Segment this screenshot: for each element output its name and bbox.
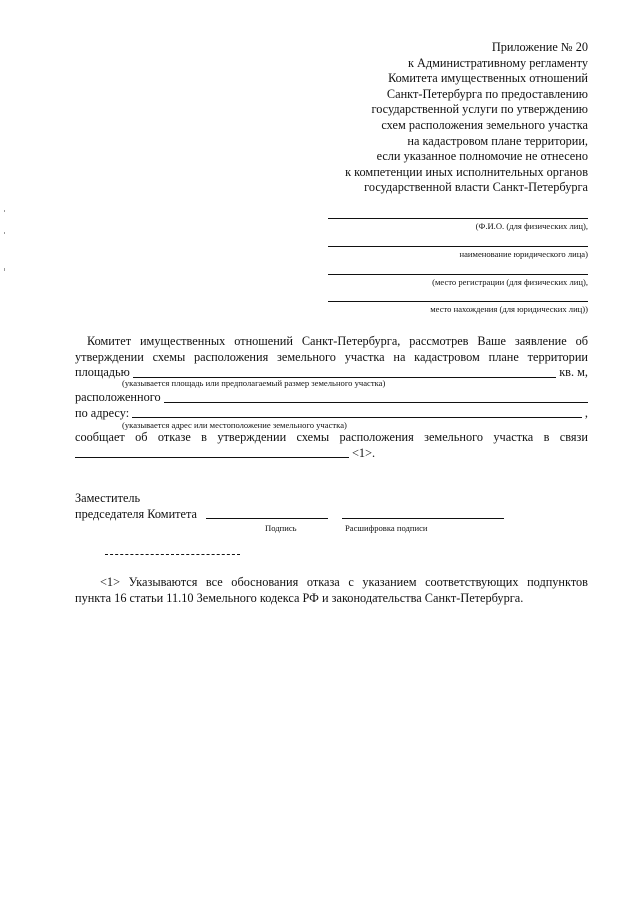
header-line: государственной власти Санкт-Петербурга xyxy=(364,180,588,195)
header-line: Санкт-Петербурга по предоставлению xyxy=(386,86,588,101)
area-unit: кв. м, xyxy=(559,365,588,380)
addressee-registration-field xyxy=(328,274,588,287)
signature-line xyxy=(206,518,328,519)
addressee-org-field xyxy=(328,246,588,259)
addressee-name-caption: (Ф.И.О. (для физических лиц), xyxy=(475,221,588,231)
signer-title xyxy=(75,491,197,522)
header-line: государственной услуги по утверждению xyxy=(371,102,588,117)
signer-title-line: председателя Комитета xyxy=(75,506,197,521)
signature-caption: Подпись xyxy=(265,523,297,533)
refusal-line: сообщает об отказе в утверждении схемы расположения земельного участка в связи xyxy=(75,430,588,444)
refusal-footnote-ref: <1>. xyxy=(352,445,376,460)
signature-decoding-line xyxy=(342,518,504,519)
footnote-line: пункта 16 статьи 11.10 Земельного кодекса РФ и законодательства Санкт-Петербурга. xyxy=(75,590,524,605)
location-block xyxy=(75,390,588,421)
refusal-block xyxy=(75,430,588,461)
located-row xyxy=(75,390,588,406)
address-row xyxy=(75,406,588,422)
addressee-location-field xyxy=(328,301,588,314)
addressee-registration-caption: (место регистрации (для физических лиц), xyxy=(432,277,588,287)
addressee-location-caption: место нахождения (для юридических лиц)) xyxy=(430,304,588,314)
header-line: к Административному регламенту xyxy=(407,55,588,70)
footnote xyxy=(75,575,588,606)
header-line: Приложение № 20 xyxy=(491,40,588,54)
refusal-reason-row xyxy=(75,446,588,462)
scan-mark xyxy=(4,210,5,212)
header-line: на кадастровом плане территории, xyxy=(407,133,588,148)
header-line: если указанное полномочие не отнесено xyxy=(376,149,588,164)
header-line: Комитета имущественных отношений xyxy=(388,71,588,86)
address-end: , xyxy=(584,405,588,420)
intro-line: утверждении схемы расположения земельного участка на кадастровом плане территории xyxy=(75,349,588,364)
scan-mark xyxy=(4,268,5,271)
area-label: площадью xyxy=(75,365,130,380)
located-fill-line xyxy=(164,402,588,403)
header-line: к компетенции иных исполнительных органов xyxy=(345,164,588,179)
address-label: по адресу: xyxy=(75,405,130,420)
refusal-fill-line xyxy=(75,457,349,458)
footnote-separator xyxy=(105,554,240,555)
footnote-line: <1> Указываются все обоснования отказа с указанием соответствующих подпунктов xyxy=(100,575,588,589)
located-label: расположенного xyxy=(75,390,161,404)
address-fill-line xyxy=(132,417,582,418)
appendix-header xyxy=(300,40,588,196)
addressee-org-caption: наименование юридического лица) xyxy=(459,249,588,259)
area-caption: (указывается площадь или предполагаемый размер земельного участка) xyxy=(122,378,386,388)
letter-body xyxy=(75,334,588,381)
header-line: схем расположения земельного участка xyxy=(381,117,588,132)
intro-line: Комитет имущественных отношений Санкт-Петербурга, рассмотрев Ваше заявление об xyxy=(87,334,588,348)
signer-title-line: Заместитель xyxy=(75,491,141,505)
addressee-name-field xyxy=(328,218,588,231)
address-caption: (указывается адрес или местоположение земельного участка) xyxy=(122,420,347,430)
scan-mark xyxy=(4,232,5,234)
signature-decoding-caption: Расшифровка подписи xyxy=(345,523,428,533)
